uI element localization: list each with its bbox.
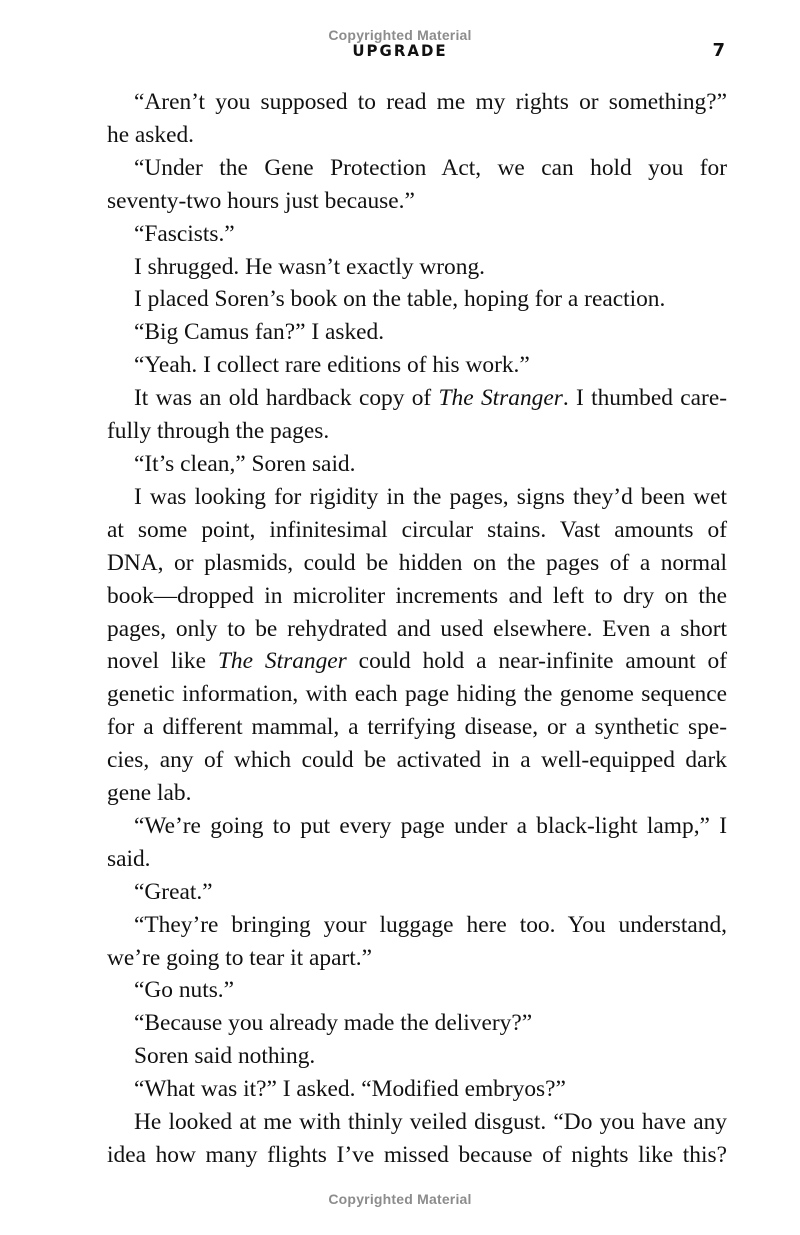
text-line: DNA, or plasmids, could be hidden on the pages of a normal (107, 549, 727, 576)
copyright-watermark-bottom: Copyrighted Material (328, 1191, 472, 1207)
body-text (107, 86, 727, 1172)
text-segment: novel like (107, 648, 218, 675)
text-line: I was looking for rigidity in the pages, signs they’d been wet (134, 483, 727, 510)
text-line: gene lab. (107, 780, 192, 807)
text-line: “They’re bringing your luggage here too. You understand, (134, 911, 727, 938)
text-line: seventy-two hours just because.” (107, 187, 415, 214)
text-line: genetic information, with each page hiding the genome sequence (107, 681, 727, 708)
text-line: I placed Soren’s book on the table, hoping for a reaction. (134, 286, 666, 313)
text-line: cies, any of which could be activated in a well-equipped dark (107, 747, 727, 774)
text-line: at some point, infinitesimal circular stains. Vast amounts of (107, 516, 727, 543)
text-line: “Yeah. I collect rare editions of his work.” (134, 352, 530, 379)
text-line: for a different mammal, a terrifying disease, or a synthetic spe- (107, 714, 727, 741)
text-line: “Big Camus fan?” I asked. (134, 319, 385, 346)
text-line: “Aren’t you supposed to read me my rights or something?” (134, 89, 727, 115)
text-line: book—dropped in microliter increments and left to dry on the (107, 582, 727, 609)
text-line: “We’re going to put every page under a black-light lamp,” I (134, 812, 727, 839)
text-segment: could hold a near-infinite amount of (346, 648, 727, 675)
text-line: “Under the Gene Protection Act, we can hold you for (134, 154, 727, 181)
text-line: “What was it?” I asked. “Modified embryos?” (134, 1076, 566, 1103)
text-line: we’re going to tear it apart.” (107, 944, 372, 971)
text-line: idea how many flights I’ve missed because of nights like this? (107, 1142, 727, 1168)
book-title-italic: The Stranger (217, 648, 347, 675)
text-line (107, 645, 727, 678)
text-line: he asked. (107, 121, 195, 148)
page-number: 7 (712, 40, 725, 61)
text-segment: . I thumbed care- (562, 385, 728, 412)
book-title-italic: The Stranger (438, 385, 563, 412)
copyright-watermark-top: Copyrighted Material (328, 27, 472, 43)
text-line: pages, only to be rehydrated and used elsewhere. Even a short (107, 615, 727, 642)
running-title: UPGRADE (352, 41, 448, 61)
text-line: fully through the pages. (107, 418, 330, 445)
text-line: said. (107, 845, 151, 872)
text-line: He looked at me with thinly veiled disgust. “Do you have any (134, 1109, 727, 1136)
text-line: “Because you already made the delivery?” (134, 1010, 533, 1037)
text-line: Soren said nothing. (134, 1043, 316, 1070)
text-line: “Go nuts.” (134, 977, 235, 1004)
text-line: I shrugged. He wasn’t exactly wrong. (134, 253, 485, 280)
text-line: “Fascists.” (134, 220, 235, 247)
text-line: “Great.” (134, 878, 213, 905)
text-segment: It was an old hardback copy of (134, 385, 439, 412)
text-line: “It’s clean,” Soren said. (134, 450, 356, 477)
text-line (107, 382, 727, 415)
